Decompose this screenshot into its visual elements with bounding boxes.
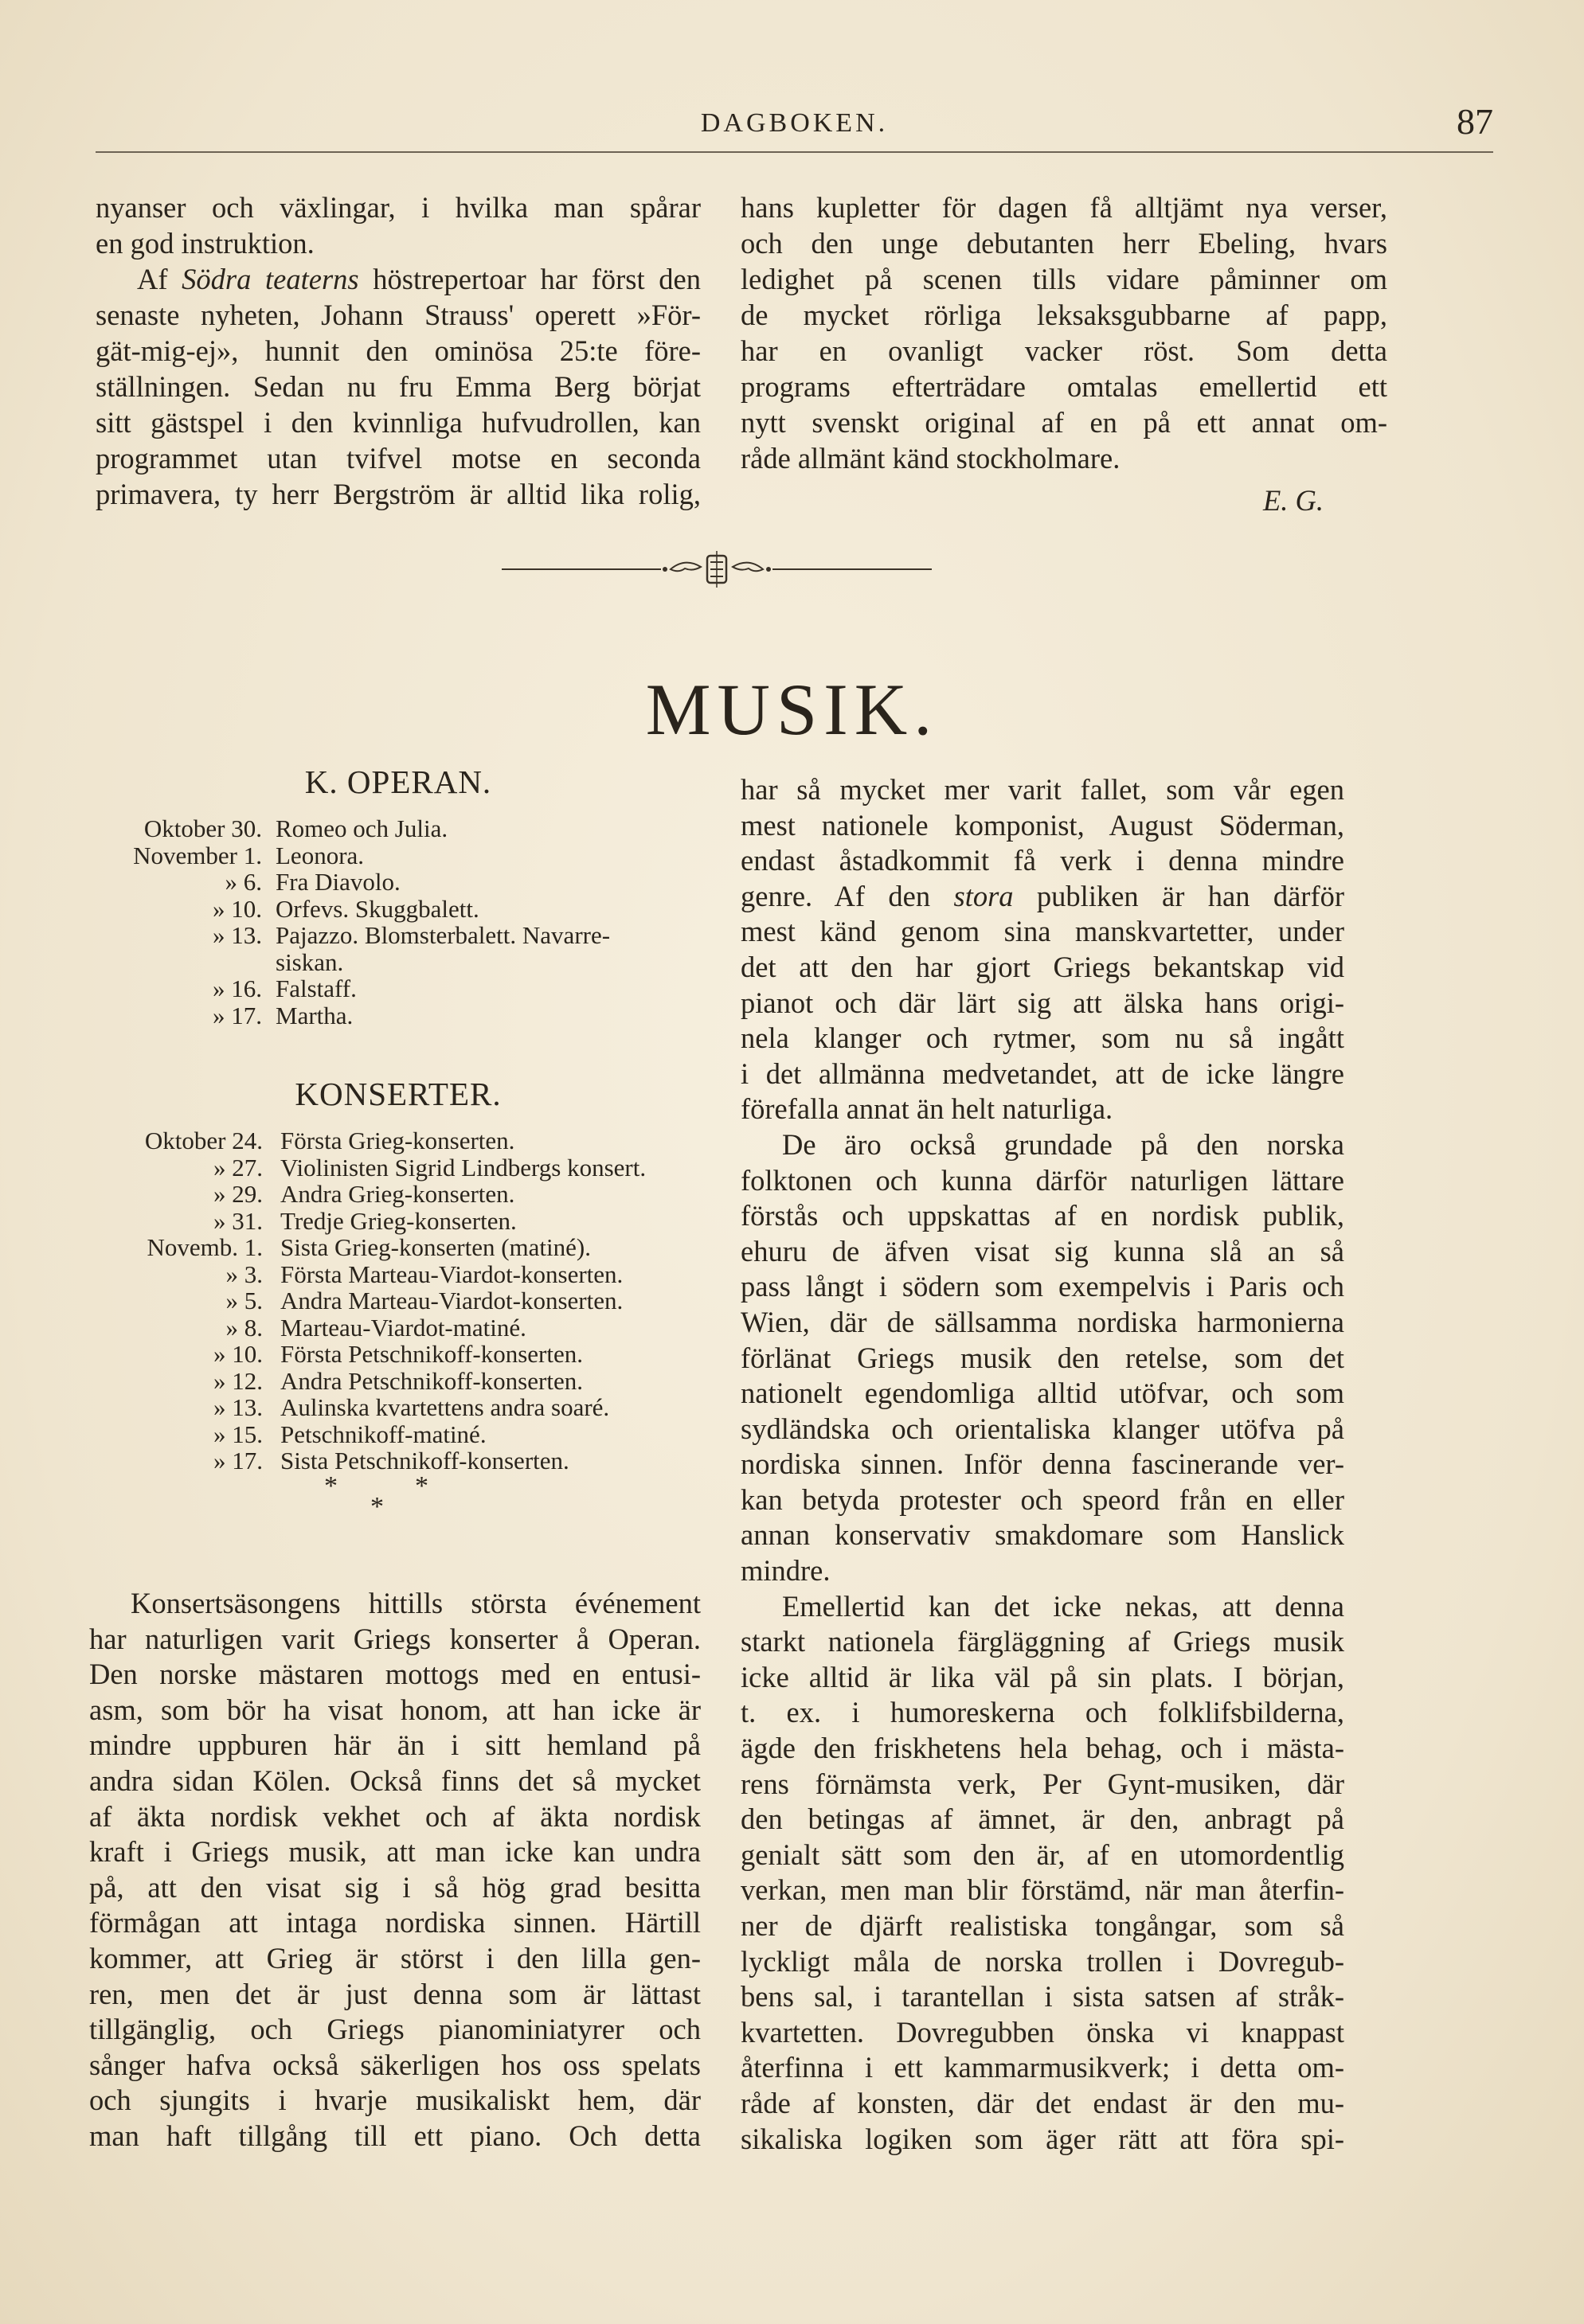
text-line: ner de djärft realistiska tongångar, som så <box>741 1909 1344 1942</box>
text-line: tillgänglig, och Griegs pianominiatyrer och <box>89 2013 701 2046</box>
concert-title: Sista Grieg-konserten (matiné). <box>280 1233 591 1261</box>
star-mark: * <box>370 1492 384 1521</box>
text-line: rens förnämsta verk, Per Gynt-musiken, där <box>741 1767 1344 1800</box>
text-fragment: höstrepertoar har först den <box>373 263 702 295</box>
text-line: har en ovanligt vacker röst. Som detta <box>741 334 1387 367</box>
text-line: asm, som bör ha visat honom, att han icke är <box>89 1693 701 1726</box>
work-title: Fra Diavolo. <box>276 868 401 896</box>
text-line: förstås och uppskattas af en nordisk publik, <box>741 1199 1344 1232</box>
text-line: t. ex. i humoreskerna och folklifsbilderna, <box>741 1696 1344 1729</box>
text-line: förmågan att intaga nordiska sinnen. Härtill <box>89 1906 701 1939</box>
text-fragment: publiken är han därför <box>1013 879 1344 912</box>
right-column <box>741 772 1344 2157</box>
text-line: nytt svenskt original af en på ett annat om- <box>741 406 1387 439</box>
text-line: kvartetten. Dovregubben önska vi knappast <box>741 2015 1344 2049</box>
text-line: verkan, men man blir förstämd, när man återfin- <box>741 1873 1344 1907</box>
opera-heading: K. OPERAN. <box>304 764 492 800</box>
text-line: genialt sätt som den är, af en utomordentlig <box>741 1838 1344 1871</box>
text-line: Wien, där de sällsamma nordiska harmonierna <box>741 1305 1344 1338</box>
list-item <box>80 1287 733 1314</box>
text-line: programmet utan tvifvel motse en seconda <box>96 442 701 475</box>
concert-title: Andra Grieg-konserten. <box>280 1180 515 1208</box>
text-line: programs efterträdare omtalas emellertid ett <box>741 370 1387 403</box>
list-item <box>80 1127 733 1154</box>
text-line: på, att den visat sig i så hög grad besitta <box>89 1870 701 1904</box>
text-line: det att den har gjort Griegs bekantskap vid <box>741 950 1344 983</box>
text-line <box>741 879 1344 915</box>
text-line: af äkta nordisk vekhet och af äkta nordisk <box>89 1799 701 1833</box>
text-line: hans kupletter för dagen få alltjämt nya verser, <box>741 191 1387 224</box>
list-item <box>91 815 744 842</box>
list-item <box>91 896 744 923</box>
date: » 16. <box>213 975 262 1002</box>
text-line: ställningen. Sedan nu fru Emma Berg börjat <box>96 370 701 403</box>
text-line: senaste nyheten, Johann Strauss' operett »För- <box>96 299 701 331</box>
text-line: Konsertsäsongens hittills största événement <box>131 1587 701 1619</box>
star-mark: * <box>324 1471 338 1501</box>
signature: E. G. <box>1262 484 1324 517</box>
text-line: pass långt i södern som exempelvis i Paris och <box>741 1270 1344 1303</box>
text-line: och den unge debutanten herr Ebeling, hvars <box>741 227 1387 260</box>
text-line: lyckligt måla de norska trollen i Dovregub- <box>741 1944 1344 1978</box>
date: » 27. <box>213 1153 263 1182</box>
concerts-list <box>80 1127 733 1474</box>
text-line: ren, men det är just denna som är lättast <box>89 1977 701 2010</box>
concert-title: Violinisten Sigrid Lindbergs konsert. <box>280 1153 647 1182</box>
text-line: råde af konsten, där det endast är den mu- <box>741 2086 1344 2119</box>
bottom-left-column <box>89 1586 701 2154</box>
text-line: pianot och där lärt sig att älska hans origi- <box>741 986 1344 1019</box>
work-title: Pajazzo. Blomsterbalett. Navarre- <box>276 921 611 949</box>
work-title: Romeo och Julia. <box>276 814 448 842</box>
text-line: förlänat Griegs musik den retelse, som det <box>741 1341 1344 1374</box>
text-line: kraft i Griegs musik, att man icke kan undra <box>89 1835 701 1869</box>
text-line: andra sidan Kölen. Också finns det så mycket <box>89 1764 701 1797</box>
text-line: sikaliska logiken som äger rätt att föra spi- <box>741 2122 1344 2155</box>
concert-title: Tredje Grieg-konserten. <box>280 1206 517 1235</box>
list-item <box>80 1208 733 1235</box>
text-line: ägde den friskhetens hela behag, och i mästa- <box>741 1732 1344 1765</box>
concert-title: Första Grieg-konserten. <box>280 1127 515 1154</box>
text-line: ehuru de äfven visat sig kunna slå an så <box>741 1234 1344 1267</box>
list-item <box>91 949 744 976</box>
list-item <box>80 1421 733 1448</box>
list-item <box>80 1234 733 1261</box>
date: » 17. <box>213 1447 263 1474</box>
date: Novemb. 1. <box>147 1233 263 1261</box>
text-line: mest nationele komponist, August Söderman, <box>741 808 1344 842</box>
concert-title: Sista Petschnikoff-konserten. <box>280 1447 569 1474</box>
list-item <box>91 1002 744 1029</box>
text-line <box>96 261 701 297</box>
list-item <box>80 1181 733 1208</box>
text-fragment: Af <box>137 263 182 295</box>
text-line: sånger hafva också säkerligen hos oss spelats <box>89 2048 701 2081</box>
date: » 31. <box>213 1206 263 1235</box>
date: » 12. <box>213 1366 263 1395</box>
text-line: kan betyda protester och speord från en eller <box>741 1482 1344 1516</box>
text-line: icke alltid är lika väl på sin plats. I början, <box>741 1660 1344 1693</box>
text-line: har så mycket mer varit fallet, som vår egen <box>741 773 1344 806</box>
page-number: 87 <box>1457 101 1493 142</box>
star-mark: * <box>415 1471 428 1501</box>
text-line: nyanser och växlingar, i hvilka man spårar <box>96 191 701 224</box>
date: » 8. <box>225 1313 263 1342</box>
text-line: nordiska sinnen. Inför denna fascinerande ver- <box>741 1447 1344 1481</box>
list-item <box>91 869 744 896</box>
text-line: sydländska och orientaliska klanger utöfva på <box>741 1412 1344 1445</box>
concerts-heading: KONSERTER. <box>295 1076 502 1112</box>
text-line: ledighet på scenen tills vidare påminner om <box>741 263 1387 295</box>
work-title: Martha. <box>276 1001 354 1029</box>
date: Oktober 30. <box>143 814 262 842</box>
section-title: MUSIK. <box>645 669 939 750</box>
text-line: annan konservativ smakdomare som Hanslick <box>741 1518 1344 1552</box>
text-line: De äro också grundade på den norska <box>782 1127 1344 1161</box>
text-line: folktonen och kunna därför naturligen lättare <box>741 1163 1344 1197</box>
text-line: nationelt egendomliga alltid utöfvar, och som <box>741 1377 1344 1410</box>
text-line: i det allmänna medvetandet, att de icke längre <box>741 1057 1344 1090</box>
concert-title: Aulinska kvartettens andra soaré. <box>280 1393 610 1421</box>
date: » 15. <box>213 1420 263 1448</box>
text-line: gät-mig-ej», hunnit den ominösa 25:te före- <box>96 334 701 367</box>
text-line: primavera, ty herr Bergström är alltid lika rolig, <box>96 478 701 510</box>
text-line: mest känd genom sina manskvartetter, under <box>741 915 1344 948</box>
concert-title: Petschnikoff-matiné. <box>280 1420 487 1448</box>
running-title: DAGBOKEN. <box>700 108 889 138</box>
concert-title: Första Petschnikoff-konserten. <box>280 1340 583 1368</box>
date: » 10. <box>213 894 262 923</box>
top-right-column <box>741 189 1387 518</box>
text-line: och sjungits i hvarje musikaliskt hem, där <box>89 2084 701 2117</box>
text-line: en god instruktion. <box>96 227 315 260</box>
list-item <box>80 1261 733 1288</box>
text-line: Den norske mästaren mottogs med en entusi- <box>89 1658 701 1691</box>
text-line: man haft tillgång till ett piano. Och detta <box>89 2119 701 2152</box>
list-item <box>91 922 744 949</box>
italic-fragment: Södra teaterns <box>182 263 359 295</box>
ornament-divider <box>502 549 932 589</box>
date: » 13. <box>213 921 262 949</box>
italic-fragment: stora <box>953 879 1014 912</box>
work-title: siskan. <box>276 947 344 976</box>
concert-title: Andra Petschnikoff-konserten. <box>280 1366 583 1395</box>
text-line: sitt gästspel i den kvinnliga hufvudrollen, kan <box>96 406 701 439</box>
date: » 3. <box>225 1260 263 1288</box>
date: » 17. <box>213 1001 262 1029</box>
text-line: endast åstadkommit få verk i denna mindre <box>741 844 1344 877</box>
text-line: kommer, att Grieg är störst i den lilla gen- <box>89 1941 701 1974</box>
text-line: de mycket rörliga leksaksgubbarne af papp, <box>741 299 1387 331</box>
concert-title: Andra Marteau-Viardot-konserten. <box>280 1287 624 1314</box>
list-item <box>80 1394 733 1421</box>
top-left-column <box>96 189 701 512</box>
text-line: råde allmänt känd stockholmare. <box>741 442 1121 475</box>
date: » 10. <box>213 1340 263 1368</box>
text-line: Emellertid kan det icke nekas, att denna <box>782 1589 1344 1623</box>
list-item <box>80 1154 733 1182</box>
list-item <box>80 1368 733 1395</box>
text-line: bens sal, i tarantellan i sista satsen af stråk- <box>741 1980 1344 2013</box>
text-line: förefalla annat än helt naturliga. <box>741 1092 1113 1126</box>
text-line: har naturligen varit Griegs konserter å Operan. <box>89 1622 701 1655</box>
work-title: Orfevs. Skuggbalett. <box>276 894 479 923</box>
concert-title: Första Marteau-Viardot-konserten. <box>280 1260 624 1288</box>
list-item <box>80 1341 733 1368</box>
date: Oktober 24. <box>144 1127 263 1154</box>
text-line: mindre uppburen här än i sitt hemland på <box>89 1728 701 1762</box>
date: » 29. <box>213 1180 263 1208</box>
text-line: mindre. <box>741 1554 831 1588</box>
date: » 13. <box>213 1393 263 1421</box>
work-title: Falstaff. <box>276 975 357 1002</box>
text-fragment: genre. Af den <box>741 879 954 912</box>
text-line: nela klanger och rytmer, som nu så ingått <box>741 1021 1344 1055</box>
text-line: den betingas af ämnet, är den, anbragt på <box>741 1803 1344 1836</box>
date: » 5. <box>225 1287 263 1314</box>
asterism <box>307 1465 434 1537</box>
running-header <box>96 96 1493 153</box>
date: » 6. <box>225 868 262 896</box>
list-item <box>91 975 744 1002</box>
opera-list <box>91 815 744 1029</box>
text-line: återfinna i ett kammarmusikverk; i detta om- <box>741 2051 1344 2084</box>
list-item <box>80 1314 733 1342</box>
concert-title: Marteau-Viardot-matiné. <box>280 1313 526 1342</box>
date: November 1. <box>133 841 262 869</box>
work-title: Leonora. <box>276 841 365 869</box>
text-line: starkt nationela färgläggning af Griegs musik <box>741 1625 1344 1658</box>
list-item <box>91 842 744 869</box>
